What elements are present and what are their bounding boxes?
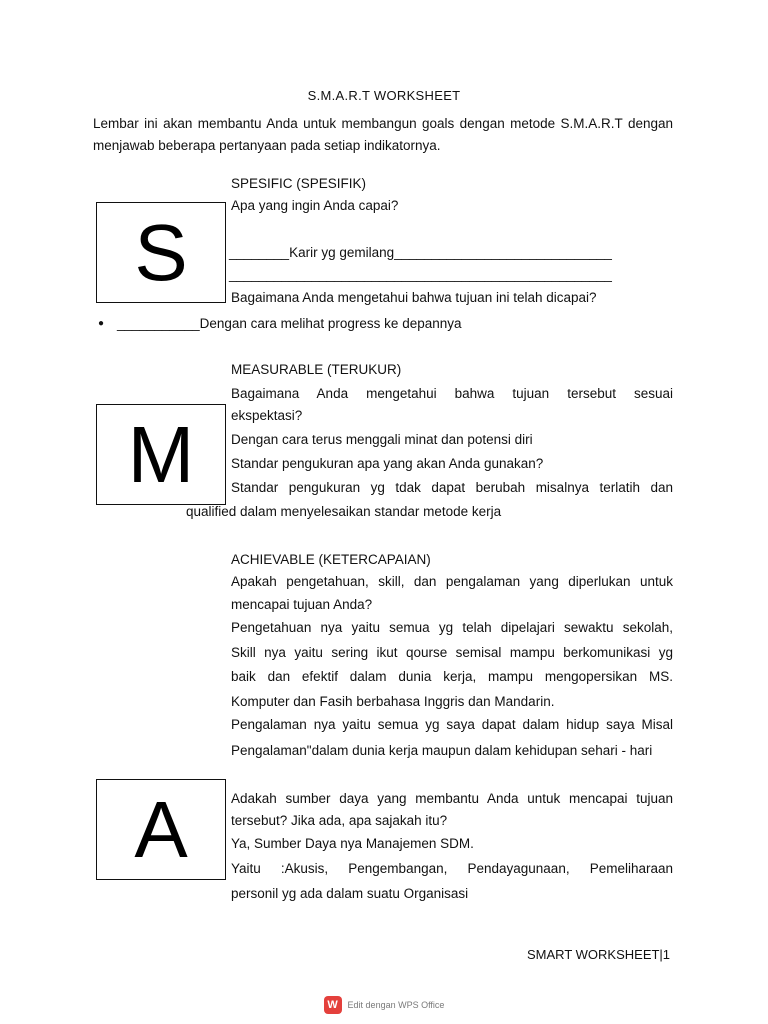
letter-box-a <box>96 779 226 880</box>
page-footer: SMART WORKSHEET|1 <box>527 947 671 962</box>
s-answer-1: ________Karir yg gemilang_____________________________ <box>229 245 612 260</box>
m-question-1-line2: ekspektasi? <box>231 408 303 423</box>
m-answer-1: Dengan cara terus menggali minat dan potensi diri <box>231 432 533 447</box>
a-question-1-line1: Apakah pengetahuan, skill, dan pengalaman yang diperlukan untuk <box>231 574 673 589</box>
heading-measurable: MEASURABLE (TERUKUR) <box>231 362 402 377</box>
page-title: S.M.A.R.T WORKSHEET <box>307 88 461 103</box>
letter-a: A <box>134 784 188 874</box>
a-paragraph-3-line2: Pengalaman"dalam dunia kerja maupun dalam kehidupan sehari - hari <box>231 743 653 758</box>
letter-box-m <box>96 404 226 505</box>
m-answer-2-line2: qualified dalam menyelesaikan standar metode kerja <box>186 504 502 519</box>
s-question-2: Bagaimana Anda mengetahui bahwa tujuan ini telah dicapai? <box>231 290 597 305</box>
a-question-2-line1: Adakah sumber daya yang membantu Anda untuk mencapai tujuan <box>231 791 673 806</box>
a-paragraph-3-line1: Pengalaman nya yaitu semua yg saya dapat dalam hidup saya Misal <box>231 717 673 732</box>
s-answer-1-line: ___________________________________________________ <box>229 267 612 282</box>
wps-office-label[interactable]: Edit dengan WPS Office <box>347 1000 445 1010</box>
a-answer-3-line2: personil yg ada dalam suatu Organisasi <box>231 886 469 901</box>
a-paragraph-1: Pengetahuan nya yaitu semua yg telah dipelajari sewaktu sekolah, <box>231 620 673 635</box>
a-answer-3-line1: Yaitu :Akusis, Pengembangan, Pendayagunaan, Pemeliharaan <box>231 861 673 876</box>
m-answer-2-line1: Standar pengukuran yg tdak dapat berubah misalnya terlatih dan <box>231 480 673 495</box>
letter-box-s <box>96 202 226 303</box>
a-paragraph-2-line3: Komputer dan Fasih berbahasa Inggris dan Mandarin. <box>231 694 555 709</box>
letter-m: M <box>127 409 195 499</box>
a-question-2-line2: tersebut? Jika ada, apa sajakah itu? <box>231 813 448 828</box>
letter-s: S <box>134 207 188 297</box>
bullet-icon: ● <box>98 318 105 329</box>
heading-achievable: ACHIEVABLE (KETERCAPAIAN) <box>231 552 431 567</box>
a-answer-2: Ya, Sumber Daya nya Manajemen SDM. <box>231 836 474 851</box>
intro-paragraph: Lembar ini akan membantu Anda untuk membangun goals dengan metode S.M.A.R.T dengan menjawab beberapa pertanyaan pada setiap indikatornya. <box>93 116 673 153</box>
a-question-1-line2: mencapai tujuan Anda? <box>231 597 373 612</box>
m-question-1-line1: Bagaimana Anda mengetahui bahwa tujuan tersebut sesuai <box>231 386 673 401</box>
wps-office-banner[interactable] <box>0 996 768 1014</box>
heading-specific: SPESIFIC (SPESIFIK) <box>231 176 367 191</box>
m-question-2: Standar pengukuran apa yang akan Anda gunakan? <box>231 456 544 471</box>
a-paragraph-2-line2: baik dan efektif dalam dunia kerja, mampu mengopersikan MS. <box>231 669 673 684</box>
s-question-1: Apa yang ingin Anda capai? <box>231 198 399 213</box>
wps-office-icon: W <box>324 996 342 1014</box>
s-answer-2: ___________Dengan cara melihat progress ke depannya <box>117 316 462 331</box>
a-paragraph-2-line1: Skill nya yaitu sering ikut qourse semisal mampu berkomunikasi yg <box>231 645 673 660</box>
